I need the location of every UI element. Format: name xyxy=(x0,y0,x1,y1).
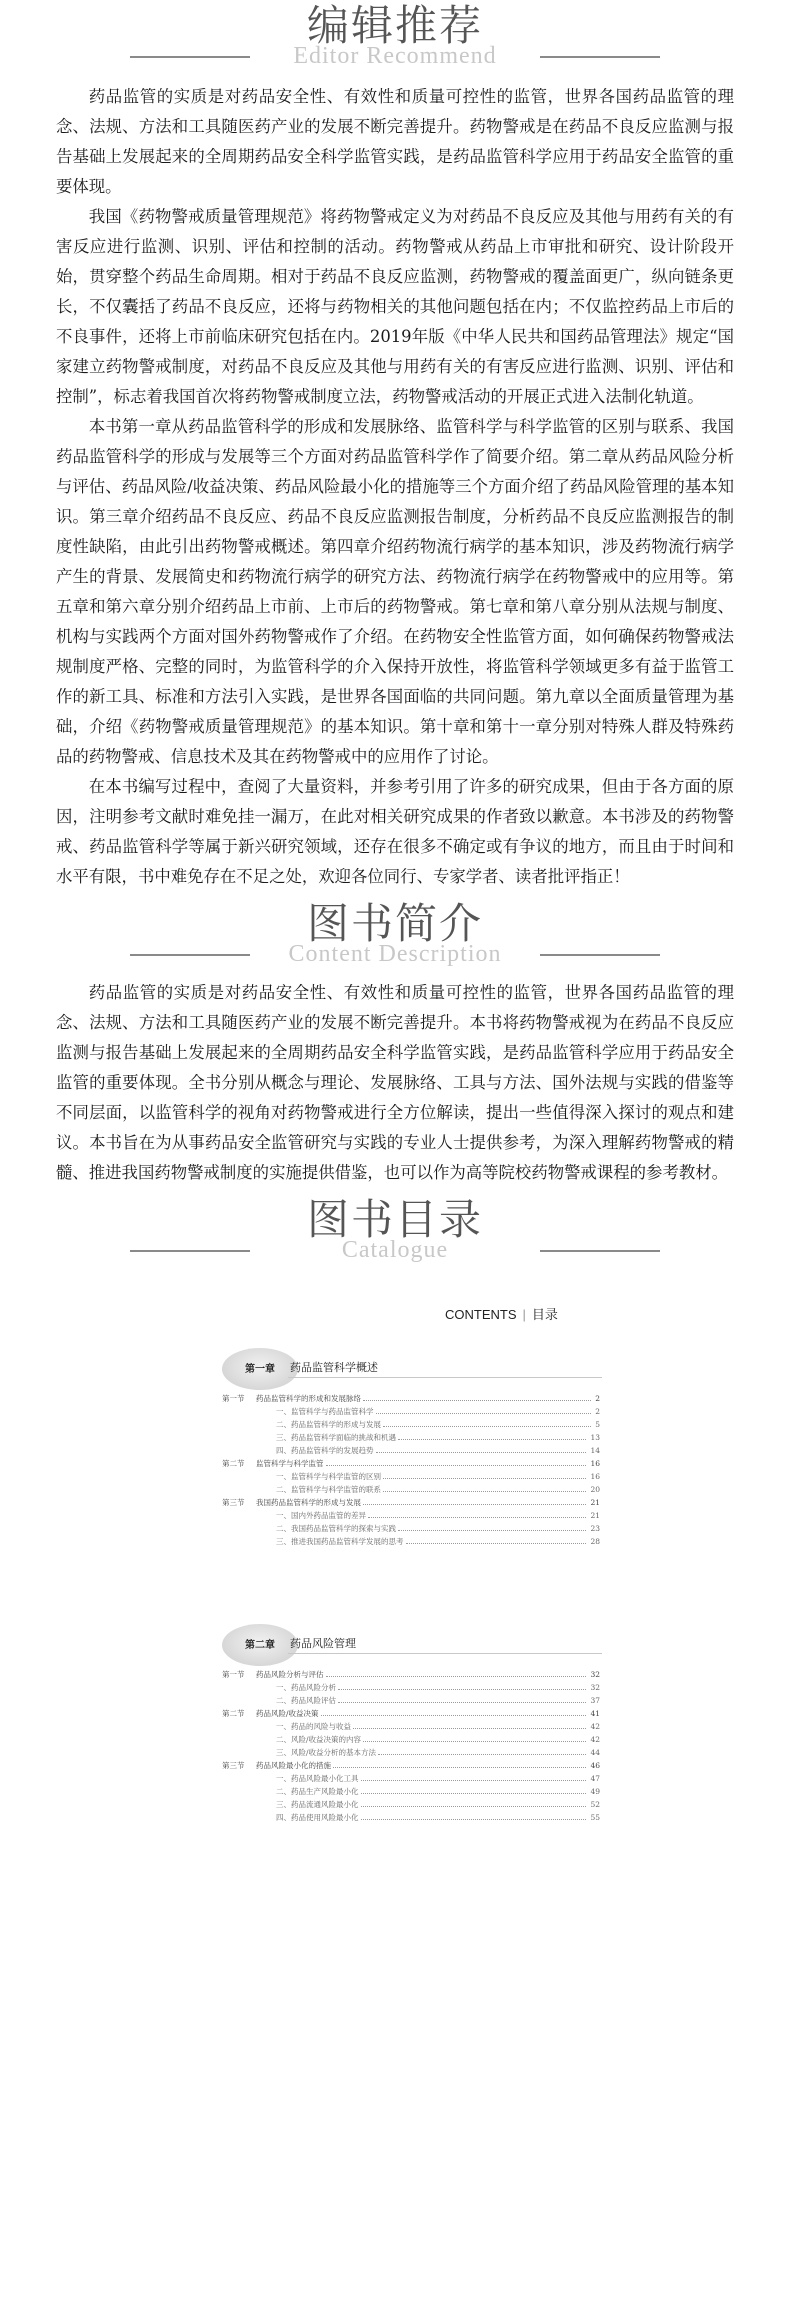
toc-page-number: 37 xyxy=(590,1696,600,1705)
toc-entry-text: 四、药品使用风险最小化 xyxy=(276,1813,359,1822)
toc-leader-dots xyxy=(398,1427,586,1440)
toc-page-number: 13 xyxy=(590,1433,600,1442)
toc-entry-text: 二、我国药品监管科学的探索与实践 xyxy=(276,1524,396,1533)
toc-leader-dots xyxy=(361,1794,586,1807)
toc-leader-dots xyxy=(333,1755,586,1768)
toc-leader-dots xyxy=(376,1440,586,1453)
toc-entry[interactable] xyxy=(222,1811,602,1824)
toc-entry-text: 一、药品风险分析 xyxy=(276,1683,336,1692)
content-title-en: Content Description xyxy=(288,941,502,967)
toc-leader-dots xyxy=(326,1453,586,1466)
toc-entry-text: 二、药品风险评估 xyxy=(276,1696,336,1705)
toc-entry-text: 一、药品风险最小化工具 xyxy=(276,1774,359,1783)
toc-page-number: 5 xyxy=(595,1420,600,1429)
toc-leader-dots xyxy=(326,1664,586,1677)
toc-entry-text: 药品风险最小化的措施 xyxy=(256,1761,331,1770)
chapter-number: 第一章 xyxy=(245,1364,275,1375)
toc-page-number: 46 xyxy=(590,1761,600,1770)
toc-leader-dots xyxy=(338,1677,586,1690)
content-body xyxy=(0,978,790,1188)
chapter-title: 药品监管科学概述 xyxy=(290,1361,378,1374)
toc-page-number: 49 xyxy=(590,1787,600,1796)
toc-leader-dots xyxy=(363,1729,586,1742)
chapter-rule xyxy=(288,1653,602,1654)
header-divider-right xyxy=(540,56,660,58)
catalogue-title-cn: 图书目录 xyxy=(306,1195,483,1244)
toc-leader-dots xyxy=(361,1807,586,1820)
toc-leader-dots xyxy=(376,1401,591,1414)
toc-section-label: 第三节 xyxy=(222,1498,245,1507)
toc-page-number: 52 xyxy=(590,1800,600,1809)
toc-entry-text: 三、药品流通风险最小化 xyxy=(276,1800,359,1809)
header-divider-left xyxy=(130,954,250,956)
toc-entry-text: 三、药品监管科学面临的挑战和机遇 xyxy=(276,1433,396,1442)
toc-entry-text: 药品风险/收益决策 xyxy=(256,1709,319,1718)
toc-entry-text: 四、药品监管科学的发展趋势 xyxy=(276,1446,374,1455)
toc-entry-text: 药品风险分析与评估 xyxy=(256,1670,324,1679)
contents-heading xyxy=(445,1304,558,1323)
toc-page-number: 32 xyxy=(590,1683,600,1692)
toc-page-number: 2 xyxy=(595,1394,600,1403)
toc-leader-dots xyxy=(406,1531,586,1544)
contents-label-cn: 目录 xyxy=(531,1307,558,1322)
toc-chapter xyxy=(222,1622,602,1824)
toc-leader-dots xyxy=(378,1742,586,1755)
toc-section-label: 第一节 xyxy=(222,1670,245,1679)
editor-title-cn: 编辑推荐 xyxy=(306,1,483,50)
toc-entry-text: 二、监管科学与科学监管的联系 xyxy=(276,1485,381,1494)
toc-entry-text: 二、药品生产风险最小化 xyxy=(276,1787,359,1796)
editor-paragraph: 在本书编写过程中，查阅了大量资料，并参考引用了许多的研究成果，但由于各方面的原因，注明参考文献时难免挂一漏万，在此对相关研究成果的作者致以歉意。本书涉及的药物警戒、药品监管科学等属于新兴研究领域，还存在很多不确定或有争议的地方，而且由于时间和水平有限，书中难免存在不足之处，欢迎各位同行、专家学者、读者批评指正！ xyxy=(56,777,734,886)
toc-page-number: 41 xyxy=(590,1709,600,1718)
toc-leader-dots xyxy=(383,1466,586,1479)
toc-leader-dots xyxy=(361,1781,586,1794)
toc-section-label: 第二节 xyxy=(222,1709,245,1718)
editor-paragraph: 我国《药物警戒质量管理规范》将药物警戒定义为对药品不良反应及其他与用药有关的有害反应进行监测、识别、评估和控制的活动。药物警戒从药品上市审批和研究、设计阶段开始，贯穿整个药品生命周期。相对于药品不良反应监测，药物警戒的覆盖面更广，纵向链条更长，不仅囊括了药品不良反应，还将与药物相关的其他问题包括在内；不仅监控药品上市后的不良事件，还将上市前临床研究包括在内。2019年版《中华人民共和国药品管理法》规定“国家建立药物警戒制度，对药品不良反应及其他与用药有关的有害反应进行监测、识别、评估和控制”，标志着我国首次将药物警戒制度立法，药物警戒活动的开展正式进入法制化轨道。 xyxy=(56,207,734,406)
toc-page-number: 20 xyxy=(590,1485,600,1494)
content-section-header xyxy=(0,898,790,978)
chapter-badge xyxy=(222,1346,602,1392)
content-title-cn: 图书简介 xyxy=(306,899,483,948)
toc-leader-dots xyxy=(353,1716,586,1729)
toc-entry-text: 二、风险/收益决策的内容 xyxy=(276,1735,362,1744)
toc-page-number: 42 xyxy=(590,1735,600,1744)
toc-page-number: 21 xyxy=(590,1498,600,1507)
chapter-number: 第二章 xyxy=(245,1640,275,1651)
catalogue-section-header xyxy=(0,1194,790,1274)
editor-body xyxy=(0,82,790,892)
editor-title-en: Editor Recommend xyxy=(293,43,497,69)
toc-entry-text: 一、药品的风险与收益 xyxy=(276,1722,351,1731)
header-divider-right xyxy=(540,954,660,956)
table-of-contents xyxy=(0,1304,790,1904)
toc-entry-text: 一、监管科学与药品监管科学 xyxy=(276,1407,374,1416)
toc-page-number: 16 xyxy=(590,1459,600,1468)
toc-leader-dots xyxy=(338,1690,586,1703)
toc-entry-text: 监管科学与科学监管 xyxy=(256,1459,324,1468)
toc-leader-dots xyxy=(368,1505,586,1518)
header-divider-left xyxy=(130,56,250,58)
toc-leader-dots xyxy=(383,1414,591,1427)
toc-section-label: 第二节 xyxy=(222,1459,245,1468)
catalogue-title-en: Catalogue xyxy=(341,1237,449,1263)
chapter-rule xyxy=(288,1377,602,1378)
contents-label: CONTENTS xyxy=(445,1307,517,1322)
toc-entry-text: 二、药品监管科学的形成与发展 xyxy=(276,1420,381,1429)
toc-leader-dots xyxy=(398,1518,586,1531)
toc-page-number: 2 xyxy=(595,1407,600,1416)
chapter-lines xyxy=(222,1668,602,1824)
toc-page-number: 55 xyxy=(590,1813,600,1822)
toc-page-number: 47 xyxy=(590,1774,600,1783)
toc-entry-text: 药品监管科学的形成和发展脉络 xyxy=(256,1394,361,1403)
header-divider-left xyxy=(130,1250,250,1252)
content-paragraph: 药品监管的实质是对药品安全性、有效性和质量可控性的监管，世界各国药品监管的理念、法规、方法和工具随医药产业的发展不断完善提升。本书将药物警戒视为在药品不良反应监测与报告基础上发展起来的全周期药品安全科学监管实践，是药品监管科学应用于药品安全监管的重要体现。全书分别从概念与理论、发展脉络、工具与方法、国外法规与实践的借鉴等不同层面，以监管科学的视角对药物警戒进行全方位解读，提出一些值得深入探讨的观点和建议。本书旨在为从事药品安全监管研究与实践的专业人士提供参考，为深入理解药物警戒的精髓、推进我国药物警戒制度的实施提供借鉴，也可以作为高等院校药物警戒课程的参考教材。 xyxy=(56,983,734,1182)
editor-paragraph: 本书第一章从药品监管科学的形成和发展脉络、监管科学与科学监管的区别与联系、我国药品监管科学的形成与发展等三个方面对药品监管科学作了简要介绍。第二章从药品风险分析与评估、药品风险/收益决策、药品风险最小化的措施等三个方面介绍了药品风险管理的基本知识。第三章介绍药品不良反应、药品不良反应监测报告制度，分析药品不良反应监测报告的制度性缺陷，由此引出药物警戒概述。第四章介绍药物流行病学的基本知识，涉及药物流行病学产生的背景、发展简史和药物流行病学的研究方法、药物流行病学在药物警戒中的应用等。第五章和第六章分别介绍药品上市前、上市后的药物警戒。第七章和第八章分别从法规与制度、机构与实践两个方面对国外药物警戒作了介绍。在药物安全性监管方面，如何确保药物警戒法规制度严格、完整的同时，为监管科学的介入保持开放性，将监管科学领域更多有益于监管工作的新工具、标准和方法引入实践，是世界各国面临的共同问题。第九章以全面质量管理为基础，介绍《药物警戒质量管理规范》的基本知识。第十章和第十一章分别对特殊人群及特殊药品的药物警戒、信息技术及其在药物警戒中的应用作了讨论。 xyxy=(56,417,734,766)
toc-leader-dots xyxy=(361,1768,586,1781)
toc-page-number: 42 xyxy=(590,1722,600,1731)
toc-chapter xyxy=(222,1346,602,1548)
toc-entry[interactable] xyxy=(222,1535,602,1548)
toc-leader-dots xyxy=(383,1479,586,1492)
toc-entry-text: 三、推进我国药品监管科学发展的思考 xyxy=(276,1537,404,1546)
chapter-lines xyxy=(222,1392,602,1548)
toc-page-number: 16 xyxy=(590,1472,600,1481)
contents-separator: | xyxy=(522,1307,526,1322)
toc-page-number: 23 xyxy=(590,1524,600,1533)
toc-page-number: 32 xyxy=(590,1670,600,1679)
toc-entry-text: 一、监管科学与科学监管的区别 xyxy=(276,1472,381,1481)
toc-entry-text: 我国药品监管科学的形成与发展 xyxy=(256,1498,361,1507)
chapter-badge xyxy=(222,1622,602,1668)
toc-page-number: 44 xyxy=(590,1748,600,1757)
toc-page-number: 28 xyxy=(590,1537,600,1546)
toc-entry-text: 一、国内外药品监管的差异 xyxy=(276,1511,366,1520)
editor-paragraph: 药品监管的实质是对药品安全性、有效性和质量可控性的监管，世界各国药品监管的理念、法规、方法和工具随医药产业的发展不断完善提升。药物警戒是在药品不良反应监测与报告基础上发展起来的全周期药品安全科学监管实践，是药品监管科学应用于药品安全监管的重要体现。 xyxy=(56,87,734,196)
toc-leader-dots xyxy=(363,1492,586,1505)
toc-leader-dots xyxy=(321,1703,586,1716)
toc-section-label: 第一节 xyxy=(222,1394,245,1403)
toc-page-number: 21 xyxy=(590,1511,600,1520)
toc-leader-dots xyxy=(363,1388,591,1401)
toc-section-label: 第三节 xyxy=(222,1761,245,1770)
header-divider-right xyxy=(540,1250,660,1252)
editor-section-header xyxy=(0,0,790,80)
toc-entry-text: 三、风险/收益分析的基本方法 xyxy=(276,1748,377,1757)
toc-page-number: 14 xyxy=(590,1446,600,1455)
chapter-title: 药品风险管理 xyxy=(290,1637,356,1650)
